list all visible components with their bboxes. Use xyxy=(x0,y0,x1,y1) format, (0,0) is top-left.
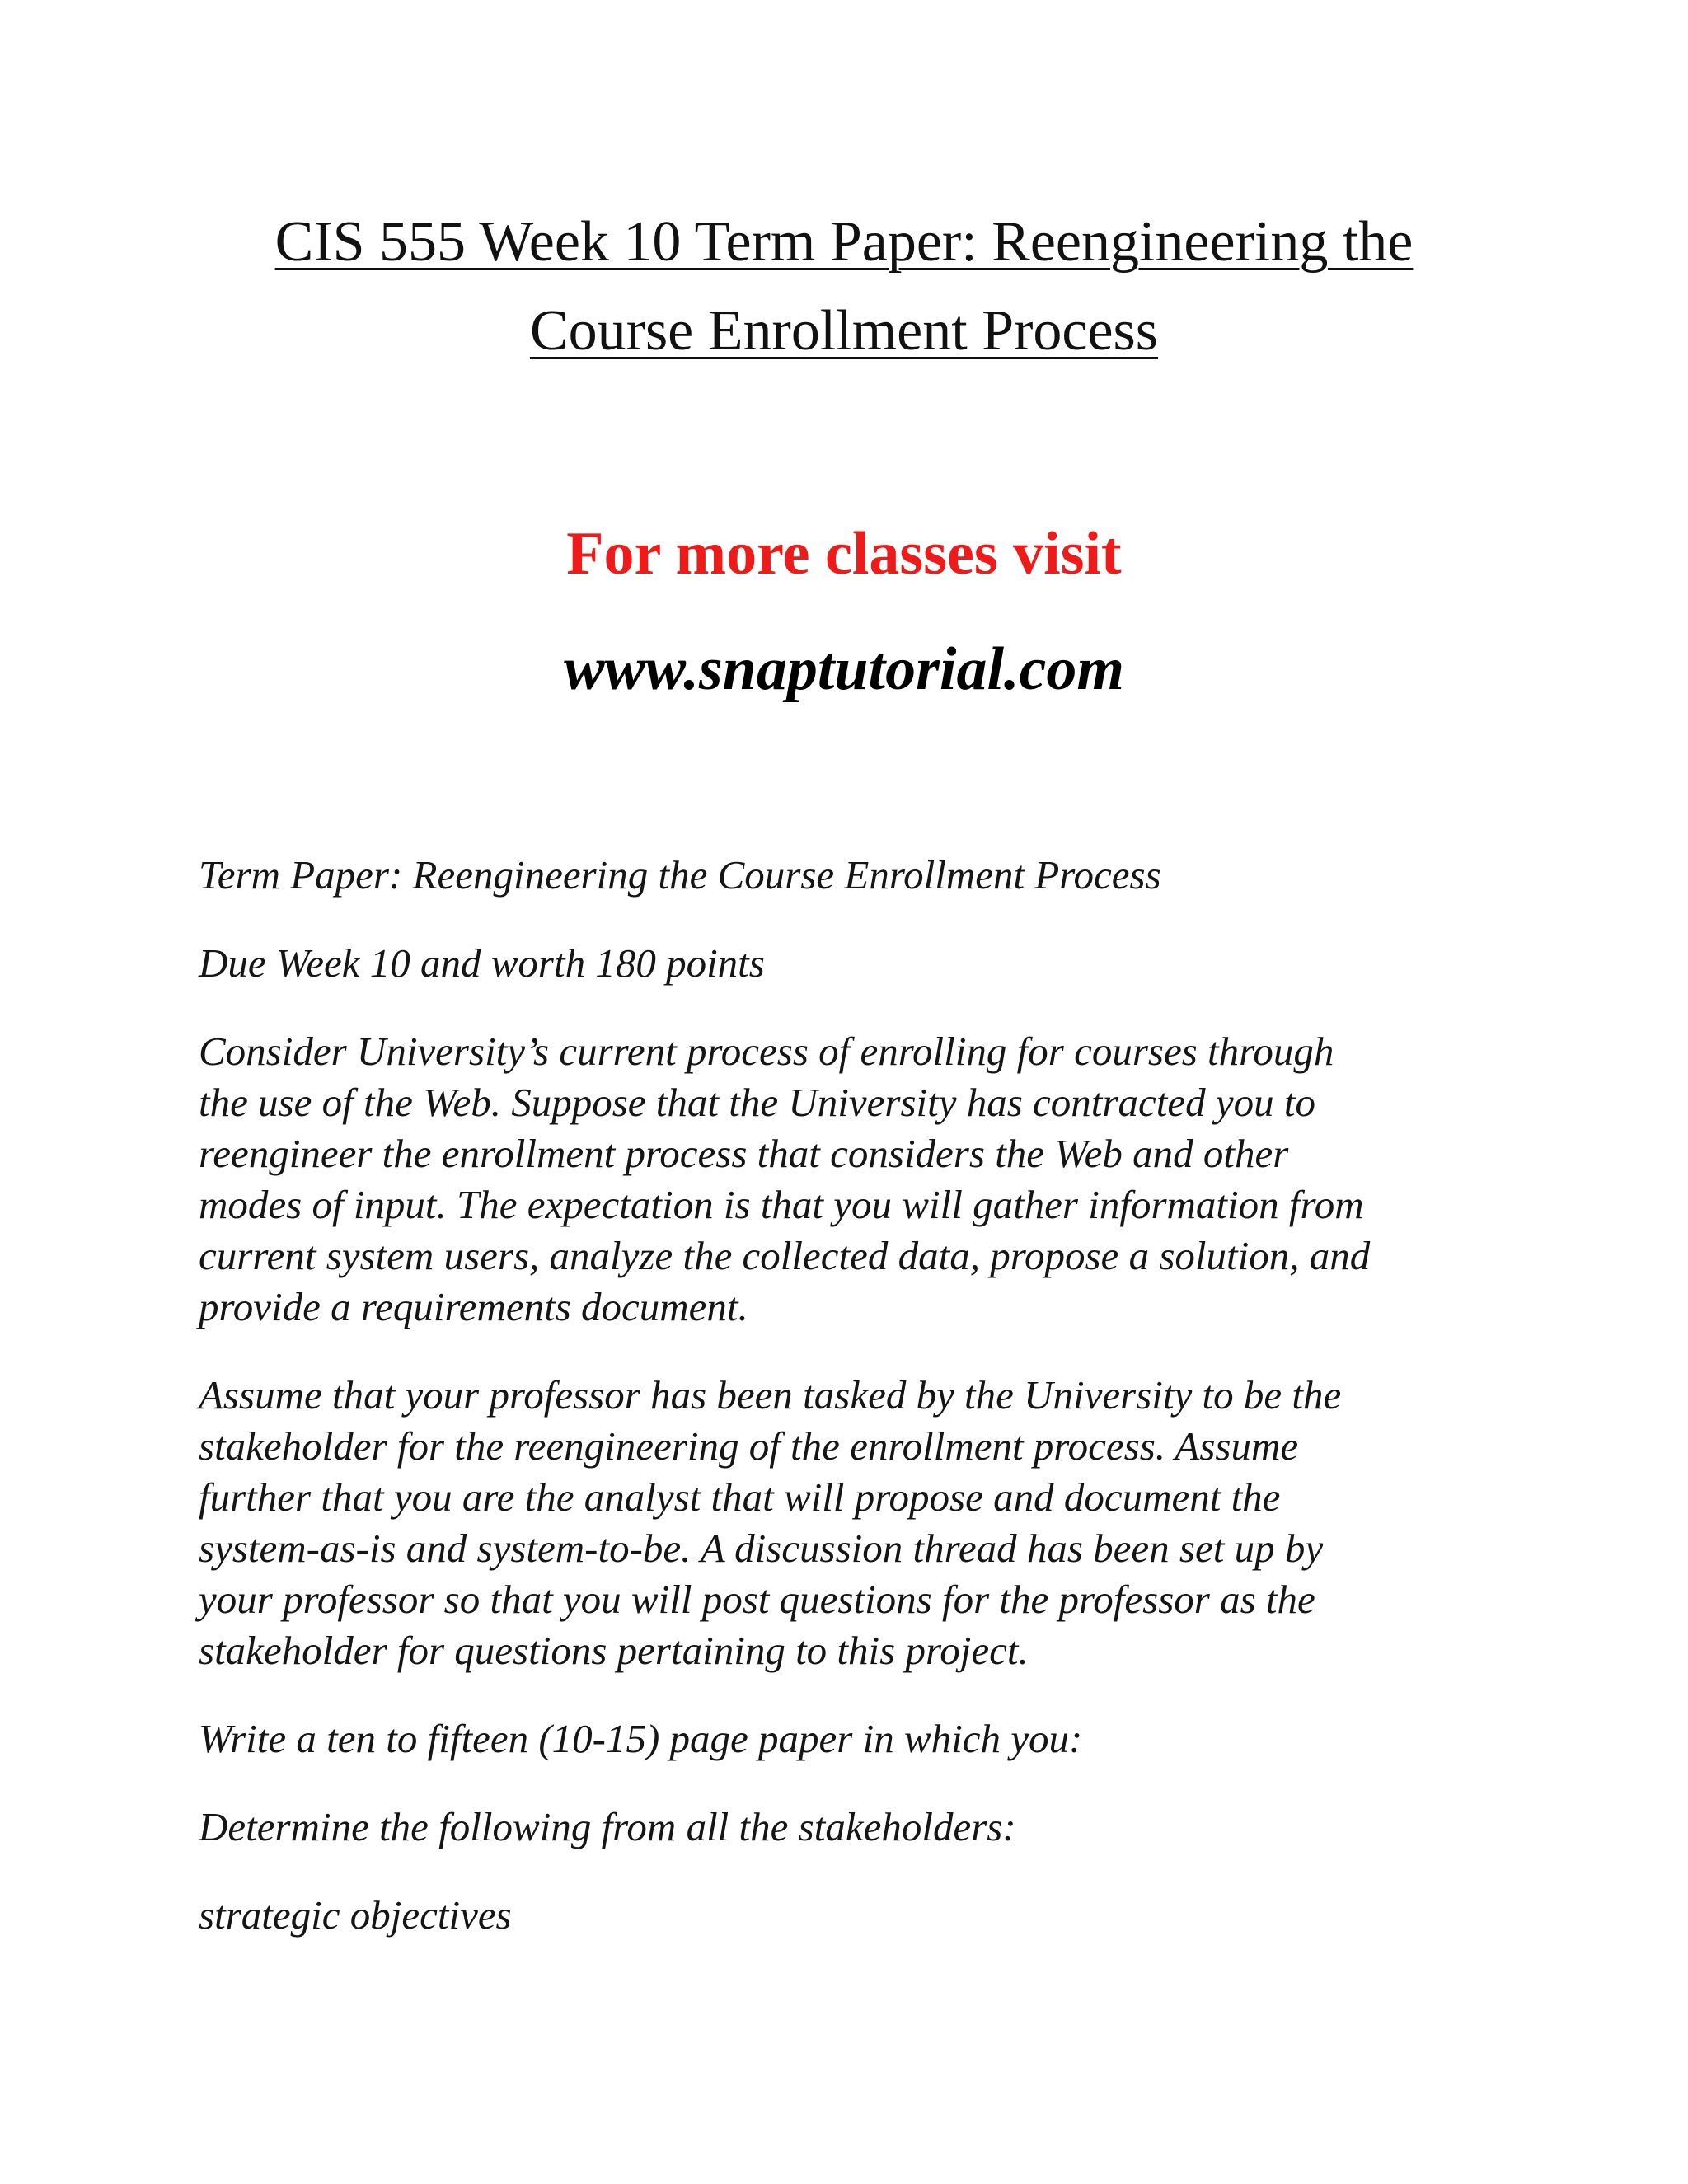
determine-line: Determine the following from all the stakeholders: xyxy=(199,1804,1016,1849)
paragraph-line: reengineer the enrollment process that considers the Web and other xyxy=(199,1131,1289,1176)
title-line-2: Course Enrollment Process xyxy=(529,299,1159,363)
page-title xyxy=(165,198,1523,376)
paragraph-line: stakeholder for the reengineering of the enrollment process. Assume xyxy=(199,1423,1299,1469)
paragraph-line: your professor so that you will post questions for the professor as the xyxy=(199,1577,1315,1622)
paragraph-line: Assume that your professor has been tasked by the University to be the xyxy=(199,1372,1342,1418)
instruction-line: Write a ten to fifteen (10-15) page paper in which you: xyxy=(199,1716,1083,1761)
assignment-body xyxy=(199,850,1517,1978)
paragraph-context xyxy=(199,1026,1517,1333)
due-line: Due Week 10 and worth 180 points xyxy=(199,940,765,986)
paragraph-line: further that you are the analyst that will propose and document the xyxy=(199,1474,1281,1520)
paragraph-line: system-as-is and system-to-be. A discussion thread has been set up by xyxy=(199,1526,1324,1571)
paragraph-line: provide a requirements document. xyxy=(199,1284,748,1329)
list-item: strategic objectives xyxy=(199,1892,512,1938)
paragraph-line: current system users, analyze the collected data, propose a solution, and xyxy=(199,1233,1371,1278)
paragraph-assumption xyxy=(199,1370,1517,1676)
website-url: www.snaptutorial.com xyxy=(564,635,1124,703)
paragraph-line: modes of input. The expectation is that you will gather information from xyxy=(199,1182,1364,1227)
assignment-heading: Term Paper: Reengineering the Course Enrollment Process xyxy=(199,852,1161,898)
title-line-1: CIS 555 Week 10 Term Paper: Reengineering the xyxy=(274,210,1414,274)
paragraph-line: the use of the Web. Suppose that the University has contracted you to xyxy=(199,1080,1315,1125)
paragraph-line: stakeholder for questions pertaining to this project. xyxy=(199,1628,1029,1673)
promo-text: For more classes visit xyxy=(566,520,1122,588)
paragraph-line: Consider University’s current process of enrolling for courses through xyxy=(199,1029,1334,1074)
